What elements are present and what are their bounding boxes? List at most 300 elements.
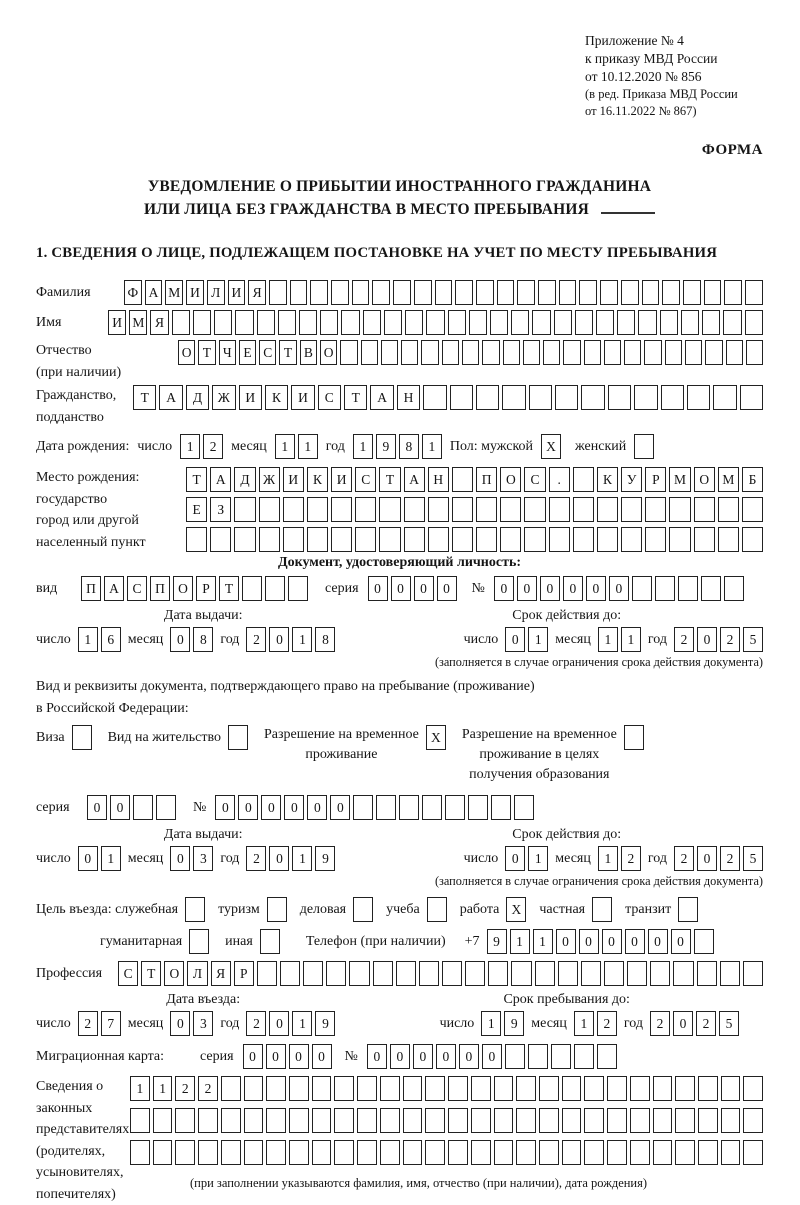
char-cell[interactable]: [608, 385, 631, 410]
char-cell[interactable]: [172, 310, 190, 335]
char-cell[interactable]: [675, 1076, 695, 1101]
char-cell[interactable]: [421, 340, 438, 365]
char-cell[interactable]: [380, 1076, 400, 1101]
char-cell[interactable]: О: [500, 467, 521, 492]
char-cell[interactable]: [655, 576, 675, 601]
char-cell[interactable]: [189, 929, 209, 954]
char-cell[interactable]: [516, 1076, 536, 1101]
char-cell[interactable]: [357, 1140, 377, 1165]
char-cell[interactable]: [452, 467, 473, 492]
char-cell[interactable]: [260, 929, 280, 954]
char-cell[interactable]: [535, 961, 555, 986]
char-cell[interactable]: 1: [353, 434, 373, 459]
char-cell[interactable]: [235, 310, 253, 335]
char-cell[interactable]: [511, 961, 531, 986]
char-cell[interactable]: 0: [170, 627, 190, 652]
char-cell[interactable]: 0: [459, 1044, 479, 1069]
char-cell[interactable]: 1: [292, 846, 312, 871]
char-cell[interactable]: [450, 385, 473, 410]
char-cell[interactable]: [448, 1140, 468, 1165]
char-cell[interactable]: Д: [186, 385, 209, 410]
char-cell[interactable]: 0: [609, 576, 629, 601]
char-cell[interactable]: [713, 385, 736, 410]
char-cell[interactable]: 1: [101, 846, 121, 871]
char-cell[interactable]: [597, 1044, 617, 1069]
char-cell[interactable]: М: [165, 280, 183, 305]
char-cell[interactable]: [404, 527, 425, 552]
char-cell[interactable]: 9: [487, 929, 507, 954]
char-cell[interactable]: 2: [621, 846, 641, 871]
char-cell[interactable]: [476, 527, 497, 552]
char-cell[interactable]: Ж: [259, 467, 280, 492]
char-cell[interactable]: [529, 385, 552, 410]
char-cell[interactable]: [312, 1076, 332, 1101]
char-cell[interactable]: [617, 310, 635, 335]
char-cell[interactable]: [669, 527, 690, 552]
char-cell[interactable]: 0: [284, 795, 304, 820]
char-cell[interactable]: [185, 897, 205, 922]
char-cell[interactable]: [357, 1108, 377, 1133]
char-cell[interactable]: [632, 576, 652, 601]
char-cell[interactable]: [153, 1108, 173, 1133]
char-cell[interactable]: [516, 1108, 536, 1133]
char-cell[interactable]: [581, 385, 604, 410]
char-cell[interactable]: [357, 1076, 377, 1101]
char-cell[interactable]: [634, 434, 654, 459]
char-cell[interactable]: 0: [215, 795, 235, 820]
char-cell[interactable]: Р: [234, 961, 254, 986]
char-cell[interactable]: [373, 961, 393, 986]
char-cell[interactable]: [214, 310, 232, 335]
char-cell[interactable]: 2: [720, 627, 740, 652]
char-cell[interactable]: 2: [78, 1011, 98, 1036]
char-cell[interactable]: [448, 1076, 468, 1101]
char-cell[interactable]: [494, 1108, 514, 1133]
char-cell[interactable]: 2: [198, 1076, 218, 1101]
char-cell[interactable]: [290, 280, 308, 305]
char-cell[interactable]: [621, 527, 642, 552]
char-cell[interactable]: [288, 576, 308, 601]
char-cell[interactable]: [718, 527, 739, 552]
char-cell[interactable]: [604, 961, 624, 986]
char-cell[interactable]: [726, 340, 743, 365]
char-cell[interactable]: [326, 961, 346, 986]
char-cell[interactable]: О: [173, 576, 193, 601]
char-cell[interactable]: [331, 497, 352, 522]
char-cell[interactable]: 9: [376, 434, 396, 459]
char-cell[interactable]: 0: [414, 576, 434, 601]
char-cell[interactable]: [401, 340, 418, 365]
char-cell[interactable]: [476, 497, 497, 522]
char-cell[interactable]: [665, 340, 682, 365]
char-cell[interactable]: 8: [315, 627, 335, 652]
char-cell[interactable]: [497, 280, 515, 305]
char-cell[interactable]: 0: [697, 846, 717, 871]
char-cell[interactable]: [175, 1108, 195, 1133]
char-cell[interactable]: [334, 1108, 354, 1133]
char-cell[interactable]: 1: [130, 1076, 150, 1101]
char-cell[interactable]: Б: [742, 467, 763, 492]
char-cell[interactable]: [156, 795, 176, 820]
char-cell[interactable]: 0: [563, 576, 583, 601]
char-cell[interactable]: Я: [248, 280, 266, 305]
char-cell[interactable]: [743, 1108, 763, 1133]
char-cell[interactable]: [675, 1140, 695, 1165]
char-cell[interactable]: 0: [367, 1044, 387, 1069]
char-cell[interactable]: [280, 961, 300, 986]
char-cell[interactable]: [724, 280, 742, 305]
char-cell[interactable]: П: [150, 576, 170, 601]
char-cell[interactable]: 0: [625, 929, 645, 954]
char-cell[interactable]: [694, 527, 715, 552]
char-cell[interactable]: [471, 1076, 491, 1101]
char-cell[interactable]: У: [621, 467, 642, 492]
char-cell[interactable]: 0: [494, 576, 514, 601]
char-cell[interactable]: 1: [275, 434, 295, 459]
char-cell[interactable]: Д: [234, 467, 255, 492]
char-cell[interactable]: 0: [413, 1044, 433, 1069]
char-cell[interactable]: 1: [292, 627, 312, 652]
char-cell[interactable]: [428, 527, 449, 552]
char-cell[interactable]: [452, 527, 473, 552]
char-cell[interactable]: [514, 795, 534, 820]
char-cell[interactable]: [721, 1076, 741, 1101]
char-cell[interactable]: [283, 527, 304, 552]
char-cell[interactable]: [175, 1140, 195, 1165]
char-cell[interactable]: 1: [574, 1011, 594, 1036]
char-cell[interactable]: [705, 340, 722, 365]
char-cell[interactable]: 0: [170, 846, 190, 871]
char-cell[interactable]: [307, 527, 328, 552]
char-cell[interactable]: 2: [674, 846, 694, 871]
char-cell[interactable]: [425, 1108, 445, 1133]
char-cell[interactable]: 3: [193, 846, 213, 871]
char-cell[interactable]: [266, 1076, 286, 1101]
char-cell[interactable]: [721, 1108, 741, 1133]
char-cell[interactable]: [372, 280, 390, 305]
char-cell[interactable]: Я: [150, 310, 168, 335]
char-cell[interactable]: [419, 961, 439, 986]
char-cell[interactable]: [380, 1140, 400, 1165]
char-cell[interactable]: [455, 280, 473, 305]
char-cell[interactable]: [334, 1140, 354, 1165]
char-cell[interactable]: 2: [175, 1076, 195, 1101]
char-cell[interactable]: [257, 961, 277, 986]
char-cell[interactable]: [743, 1140, 763, 1165]
char-cell[interactable]: [563, 340, 580, 365]
char-cell[interactable]: П: [476, 467, 497, 492]
char-cell[interactable]: С: [259, 340, 276, 365]
char-cell[interactable]: 0: [266, 1044, 286, 1069]
char-cell[interactable]: 6: [101, 627, 121, 652]
char-cell[interactable]: 0: [586, 576, 606, 601]
char-cell[interactable]: [259, 497, 280, 522]
char-cell[interactable]: 0: [648, 929, 668, 954]
char-cell[interactable]: [403, 1108, 423, 1133]
char-cell[interactable]: 0: [556, 929, 576, 954]
char-cell[interactable]: Т: [344, 385, 367, 410]
char-cell[interactable]: [573, 527, 594, 552]
char-cell[interactable]: 0: [238, 795, 258, 820]
char-cell[interactable]: [266, 1140, 286, 1165]
char-cell[interactable]: [427, 897, 447, 922]
char-cell[interactable]: [721, 1140, 741, 1165]
char-cell[interactable]: Ч: [219, 340, 236, 365]
char-cell[interactable]: [494, 1076, 514, 1101]
char-cell[interactable]: [349, 961, 369, 986]
char-cell[interactable]: [312, 1108, 332, 1133]
char-cell[interactable]: [341, 310, 359, 335]
char-cell[interactable]: [310, 280, 328, 305]
char-cell[interactable]: Я: [211, 961, 231, 986]
char-cell[interactable]: [661, 385, 684, 410]
char-cell[interactable]: [555, 385, 578, 410]
char-cell[interactable]: Р: [645, 467, 666, 492]
char-cell[interactable]: С: [355, 467, 376, 492]
char-cell[interactable]: 0: [505, 627, 525, 652]
char-cell[interactable]: [278, 310, 296, 335]
char-cell[interactable]: Т: [186, 467, 207, 492]
char-cell[interactable]: Ж: [212, 385, 235, 410]
char-cell[interactable]: Р: [196, 576, 216, 601]
char-cell[interactable]: [491, 795, 511, 820]
char-cell[interactable]: [353, 795, 373, 820]
char-cell[interactable]: [517, 280, 535, 305]
char-cell[interactable]: [607, 1076, 627, 1101]
char-cell[interactable]: [283, 497, 304, 522]
char-cell[interactable]: 2: [720, 846, 740, 871]
char-cell[interactable]: 0: [307, 795, 327, 820]
char-cell[interactable]: [683, 280, 701, 305]
char-cell[interactable]: 0: [436, 1044, 456, 1069]
char-cell[interactable]: Л: [207, 280, 225, 305]
char-cell[interactable]: [425, 1076, 445, 1101]
char-cell[interactable]: [352, 280, 370, 305]
char-cell[interactable]: [435, 280, 453, 305]
char-cell[interactable]: [503, 340, 520, 365]
char-cell[interactable]: [340, 340, 357, 365]
char-cell[interactable]: [685, 340, 702, 365]
char-cell[interactable]: [718, 497, 739, 522]
char-cell[interactable]: [624, 340, 641, 365]
char-cell[interactable]: [743, 961, 763, 986]
char-cell[interactable]: [644, 340, 661, 365]
char-cell[interactable]: [562, 1140, 582, 1165]
char-cell[interactable]: 0: [243, 1044, 263, 1069]
char-cell[interactable]: [299, 310, 317, 335]
char-cell[interactable]: Т: [141, 961, 161, 986]
char-cell[interactable]: [379, 527, 400, 552]
char-cell[interactable]: [528, 1044, 548, 1069]
char-cell[interactable]: 9: [315, 1011, 335, 1036]
char-cell[interactable]: Т: [379, 467, 400, 492]
char-cell[interactable]: [742, 497, 763, 522]
char-cell[interactable]: [244, 1076, 264, 1101]
char-cell[interactable]: [320, 310, 338, 335]
char-cell[interactable]: [462, 340, 479, 365]
char-cell[interactable]: О: [178, 340, 195, 365]
char-cell[interactable]: К: [265, 385, 288, 410]
char-cell[interactable]: [404, 497, 425, 522]
char-cell[interactable]: [307, 497, 328, 522]
char-cell[interactable]: [634, 385, 657, 410]
char-cell[interactable]: [244, 1140, 264, 1165]
char-cell[interactable]: [745, 280, 763, 305]
char-cell[interactable]: Т: [219, 576, 239, 601]
char-cell[interactable]: 2: [674, 627, 694, 652]
char-cell[interactable]: [442, 961, 462, 986]
char-cell[interactable]: [242, 576, 262, 601]
char-cell[interactable]: [133, 795, 153, 820]
char-cell[interactable]: [414, 280, 432, 305]
char-cell[interactable]: [312, 1140, 332, 1165]
char-cell[interactable]: О: [164, 961, 184, 986]
char-cell[interactable]: [573, 497, 594, 522]
char-cell[interactable]: Т: [198, 340, 215, 365]
char-cell[interactable]: 0: [269, 846, 289, 871]
char-cell[interactable]: 0: [87, 795, 107, 820]
char-cell[interactable]: [331, 527, 352, 552]
char-cell[interactable]: [198, 1140, 218, 1165]
char-cell[interactable]: [549, 497, 570, 522]
char-cell[interactable]: [403, 1140, 423, 1165]
char-cell[interactable]: [678, 897, 698, 922]
char-cell[interactable]: 0: [505, 846, 525, 871]
char-cell[interactable]: [221, 1140, 241, 1165]
char-cell[interactable]: 1: [153, 1076, 173, 1101]
char-cell[interactable]: О: [694, 467, 715, 492]
char-cell[interactable]: [745, 310, 763, 335]
char-cell[interactable]: 2: [203, 434, 223, 459]
char-cell[interactable]: [627, 961, 647, 986]
char-cell[interactable]: .: [549, 467, 570, 492]
char-cell[interactable]: 1: [298, 434, 318, 459]
char-cell[interactable]: 0: [78, 846, 98, 871]
char-cell[interactable]: [687, 385, 710, 410]
char-cell[interactable]: 0: [368, 576, 388, 601]
char-cell[interactable]: [597, 497, 618, 522]
char-cell[interactable]: 0: [110, 795, 130, 820]
char-cell[interactable]: [469, 310, 487, 335]
char-cell[interactable]: [468, 795, 488, 820]
char-cell[interactable]: [673, 961, 693, 986]
char-cell[interactable]: [381, 340, 398, 365]
char-cell[interactable]: [198, 1108, 218, 1133]
char-cell[interactable]: 1: [598, 627, 618, 652]
char-cell[interactable]: 1: [422, 434, 442, 459]
char-cell[interactable]: 1: [528, 627, 548, 652]
char-cell[interactable]: [511, 310, 529, 335]
char-cell[interactable]: 0: [269, 627, 289, 652]
char-cell[interactable]: И: [108, 310, 126, 335]
char-cell[interactable]: Н: [428, 467, 449, 492]
char-cell[interactable]: [228, 725, 248, 750]
char-cell[interactable]: [267, 897, 287, 922]
char-cell[interactable]: С: [318, 385, 341, 410]
char-cell[interactable]: 0: [170, 1011, 190, 1036]
char-cell[interactable]: X: [506, 897, 526, 922]
char-cell[interactable]: [266, 1108, 286, 1133]
char-cell[interactable]: [471, 1140, 491, 1165]
char-cell[interactable]: [596, 310, 614, 335]
char-cell[interactable]: [669, 497, 690, 522]
char-cell[interactable]: А: [370, 385, 393, 410]
char-cell[interactable]: [538, 280, 556, 305]
char-cell[interactable]: [559, 280, 577, 305]
char-cell[interactable]: А: [210, 467, 231, 492]
char-cell[interactable]: [153, 1140, 173, 1165]
char-cell[interactable]: [257, 310, 275, 335]
char-cell[interactable]: Е: [186, 497, 207, 522]
char-cell[interactable]: М: [669, 467, 690, 492]
char-cell[interactable]: И: [239, 385, 262, 410]
char-cell[interactable]: [488, 961, 508, 986]
char-cell[interactable]: [490, 310, 508, 335]
char-cell[interactable]: 0: [330, 795, 350, 820]
char-cell[interactable]: [704, 280, 722, 305]
char-cell[interactable]: [653, 1140, 673, 1165]
char-cell[interactable]: 1: [528, 846, 548, 871]
char-cell[interactable]: [539, 1076, 559, 1101]
char-cell[interactable]: [543, 340, 560, 365]
char-cell[interactable]: [694, 929, 714, 954]
char-cell[interactable]: [532, 310, 550, 335]
char-cell[interactable]: [334, 1076, 354, 1101]
char-cell[interactable]: [244, 1108, 264, 1133]
char-cell[interactable]: З: [210, 497, 231, 522]
char-cell[interactable]: 1: [292, 1011, 312, 1036]
char-cell[interactable]: А: [159, 385, 182, 410]
char-cell[interactable]: [579, 280, 597, 305]
char-cell[interactable]: В: [300, 340, 317, 365]
char-cell[interactable]: 5: [743, 627, 763, 652]
char-cell[interactable]: [524, 497, 545, 522]
char-cell[interactable]: [584, 1140, 604, 1165]
char-cell[interactable]: [584, 1076, 604, 1101]
char-cell[interactable]: П: [81, 576, 101, 601]
char-cell[interactable]: [445, 795, 465, 820]
char-cell[interactable]: [494, 1140, 514, 1165]
char-cell[interactable]: 8: [193, 627, 213, 652]
char-cell[interactable]: 1: [598, 846, 618, 871]
char-cell[interactable]: [539, 1108, 559, 1133]
char-cell[interactable]: [516, 1140, 536, 1165]
char-cell[interactable]: [422, 795, 442, 820]
char-cell[interactable]: [355, 527, 376, 552]
char-cell[interactable]: [597, 527, 618, 552]
char-cell[interactable]: [405, 310, 423, 335]
char-cell[interactable]: [746, 340, 763, 365]
char-cell[interactable]: [72, 725, 92, 750]
char-cell[interactable]: [289, 1140, 309, 1165]
char-cell[interactable]: [645, 497, 666, 522]
char-cell[interactable]: [331, 280, 349, 305]
char-cell[interactable]: [678, 576, 698, 601]
char-cell[interactable]: [650, 961, 670, 986]
char-cell[interactable]: 9: [315, 846, 335, 871]
char-cell[interactable]: [581, 961, 601, 986]
char-cell[interactable]: [653, 1108, 673, 1133]
char-cell[interactable]: [653, 1076, 673, 1101]
char-cell[interactable]: [269, 280, 287, 305]
char-cell[interactable]: [592, 897, 612, 922]
char-cell[interactable]: [642, 280, 660, 305]
char-cell[interactable]: [303, 961, 323, 986]
char-cell[interactable]: 0: [540, 576, 560, 601]
char-cell[interactable]: [549, 527, 570, 552]
char-cell[interactable]: А: [145, 280, 163, 305]
char-cell[interactable]: [630, 1076, 650, 1101]
